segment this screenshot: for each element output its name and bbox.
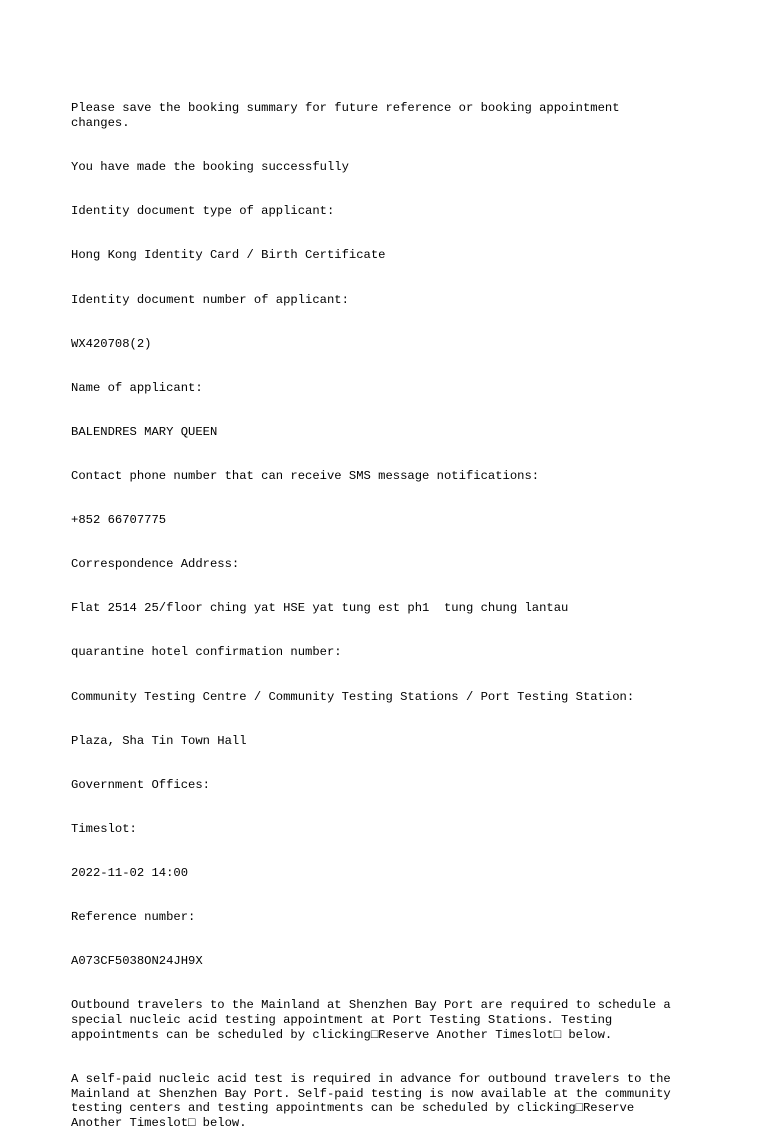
address-label: Correspondence Address: <box>71 557 240 572</box>
id-number-value: WX420708(2) <box>71 336 152 351</box>
applicant-name-label: Name of applicant: <box>71 380 203 395</box>
port-testing-notice: Outbound travelers to the Mainland at Shenzhen Bay Port are required to schedule a special nucleic acid testing appointment at Port Testing Stations. Testing appointments can be scheduled by clicking□Reserve Another Timeslot□ below. <box>71 998 671 1042</box>
id-type-label: Identity document type of applicant: <box>71 204 335 219</box>
government-offices-label: Government Offices: <box>71 777 210 792</box>
id-type-value: Hong Kong Identity Card / Birth Certificate <box>71 248 386 263</box>
timeslot-label: Timeslot: <box>71 821 137 836</box>
timeslot-value: 2022-11-02 14:00 <box>71 865 189 880</box>
applicant-name-value: BALENDRES MARY QUEEN <box>71 424 218 439</box>
hotel-confirmation-label: quarantine hotel confirmation number: <box>71 645 342 660</box>
testing-station-value: Plaza, Sha Tin Town Hall <box>71 733 247 748</box>
address-value: Flat 2514 25/floor ching yat HSE yat tung est ph1 tung chung lantau <box>71 601 569 616</box>
id-number-label: Identity document number of applicant: <box>71 292 349 307</box>
phone-value: +852 66707775 <box>71 513 167 528</box>
reference-number-label: Reference number: <box>71 910 196 925</box>
self-paid-testing-notice: A self-paid nucleic acid test is required in advance for outbound travelers to the Mainland at Shenzhen Bay Port. Self-paid testing is now available at the community testing centers and testing appointments can be scheduled by clicking□Reserve Another Timeslot□ below. <box>71 1071 671 1130</box>
phone-label: Contact phone number that can receive SMS message notifications: <box>71 468 540 483</box>
reference-number-value: A073CF5038ON24JH9X <box>71 954 203 969</box>
save-notice: Please save the booking summary for future reference or booking appointment changes. <box>71 101 620 131</box>
booking-success-message: You have made the booking successfully <box>71 160 349 175</box>
booking-summary <box>71 72 711 1145</box>
testing-station-label: Community Testing Centre / Community Testing Stations / Port Testing Station: <box>71 689 635 704</box>
